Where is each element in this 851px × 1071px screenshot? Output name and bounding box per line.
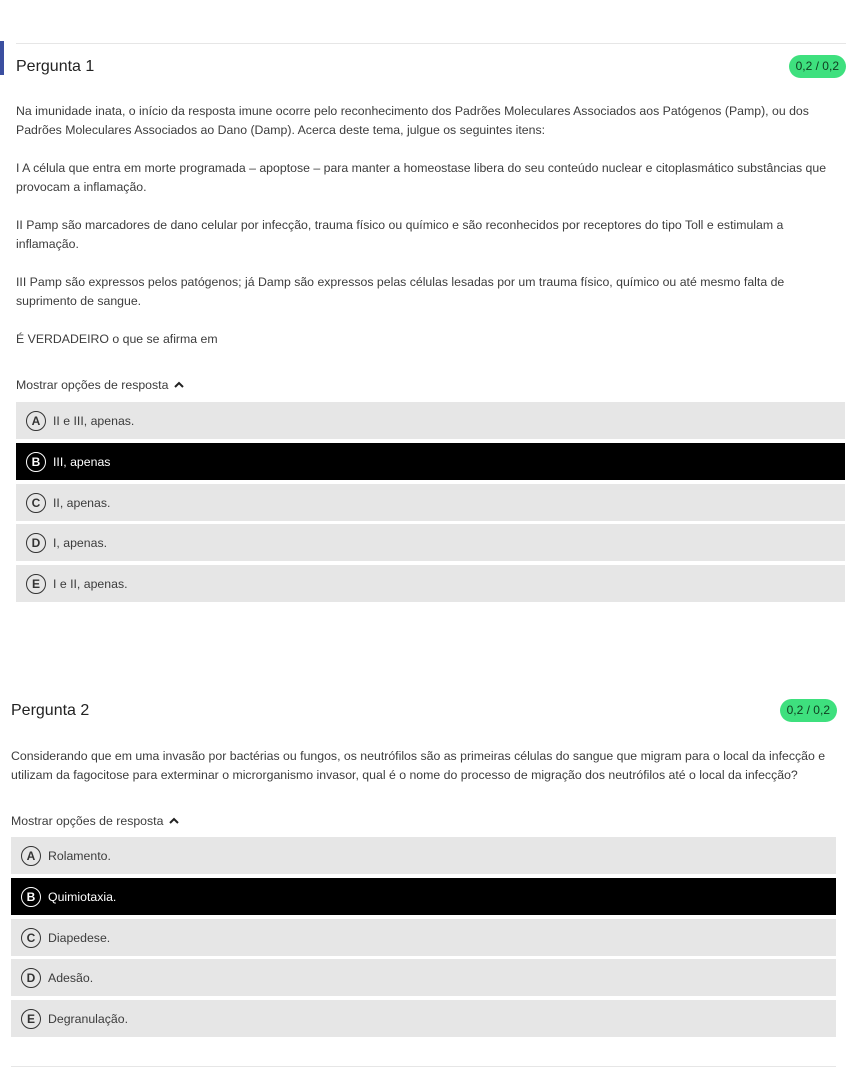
option-letter: A [26,411,46,431]
option-letter: B [21,887,41,907]
question-item-ii: II Pamp são marcadores de dano celular por infecção, trauma físico ou químico e são reconhecidos por receptores do tipo Toll e estimulam a inflamação. [16,218,784,251]
active-question-marker [0,41,4,75]
toggle-label: Mostrar opções de resposta [16,378,169,392]
option-letter: D [21,968,41,988]
option-text: Quimiotaxia. [48,889,117,904]
option-text: Adesão. [48,970,94,985]
option-b[interactable] [11,878,836,915]
question-title: Pergunta 1 [16,58,95,75]
option-text: Diapedese. [48,930,111,945]
option-text: Rolamento. [48,848,111,863]
chevron-up-icon [168,816,180,826]
option-letter: B [26,452,46,472]
toggle-label: Mostrar opções de resposta [11,814,164,828]
option-letter: C [21,928,41,948]
show-options-toggle[interactable] [11,814,180,828]
score-badge: 0,2 / 0,2 [789,55,846,78]
bottom-divider [11,1066,836,1067]
question-statement: Na imunidade inata, o início da resposta imune ocorre pelo reconhecimento dos Padrões Moleculares Associados aos Patógenos (Pamp), ou dos Padrões Moleculares Associados ao Dano (Damp). Acerca deste tema, julgue os seguintes itens: [16,104,809,137]
option-letter: C [26,493,46,513]
score-badge: 0,2 / 0,2 [780,699,837,722]
option-letter: D [26,533,46,553]
option-text: I e II, apenas. [53,576,128,591]
option-d[interactable] [11,959,836,996]
question-2 [11,0,837,1071]
option-text: III, apenas [53,454,111,469]
option-e[interactable] [11,1000,836,1037]
option-letter: A [21,846,41,866]
option-letter: E [26,574,46,594]
option-text: II e III, apenas. [53,413,135,428]
option-text: II, apenas. [53,495,111,510]
option-text: I, apenas. [53,535,108,550]
option-text: Degranulação. [48,1011,128,1026]
question-item-i: I A célula que entra em morte programada – apoptose – para manter a homeostase libera do seu conteúdo nuclear e citoplasmático substâncias que provocam a inflamação. [16,161,827,194]
question-prompt: É VERDADEIRO o que se afirma em [16,332,218,346]
option-letter: E [21,1009,41,1029]
option-c[interactable] [11,919,836,956]
question-item-iii: III Pamp são expressos pelos patógenos; já Damp são expressos pelas células lesadas por um trauma físico, químico ou até mesmo falta de suprimento de sangue. [16,275,785,308]
question-statement: Considerando que em uma invasão por bactérias ou fungos, os neutrófilos são as primeiras células do sangue que migram para o local da infecção e utilizam da fagocitose para exterminar o microrganismo invasor, qual é o nome do processo de migração dos neutrófilos até o local da infecção? [11,749,826,782]
option-a[interactable] [11,837,836,874]
question-title: Pergunta 2 [11,702,90,719]
